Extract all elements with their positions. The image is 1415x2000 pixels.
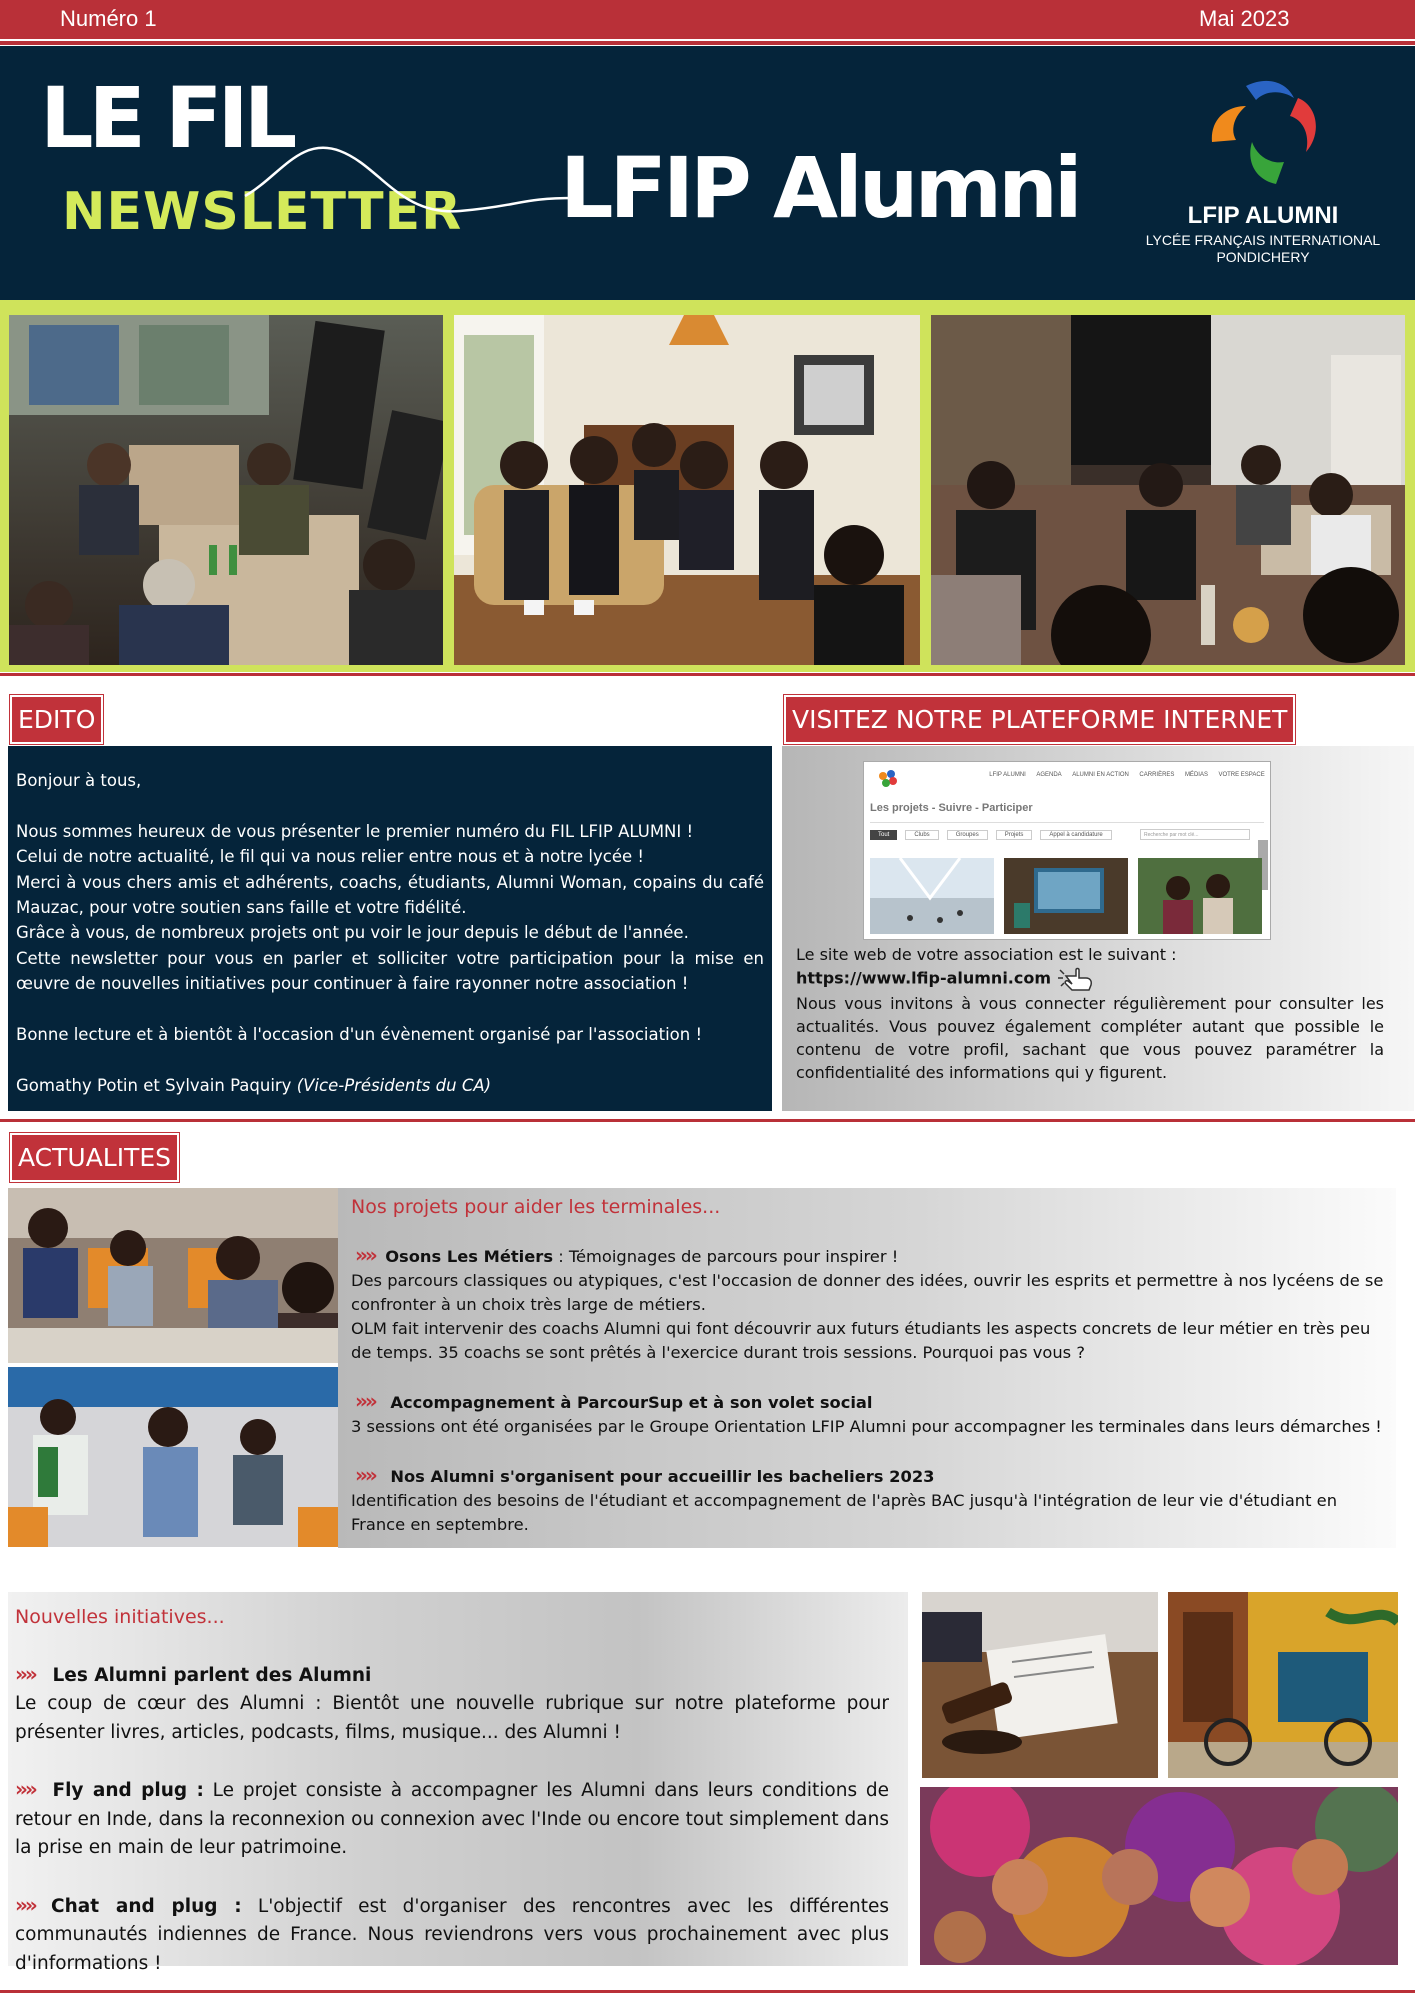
students-classroom-photo <box>8 1188 340 1363</box>
item-title: Les Alumni parlent des Alumni <box>52 1664 372 1686</box>
item-text: Le projet consiste à accompagner les Alumni dans leurs conditions de retour en Inde, dans la reconnexion ou connexion avec l'Inde ou encore tout simplement dans la prise en main de leur patrimoine. <box>15 1780 890 1859</box>
item-text: 3 sessions ont été organisées par le Groupe Orientation LFIP Alumni pour accompagner les terminales dans leurs démarches ! <box>351 1417 1382 1436</box>
filter-button[interactable]: Projets <box>996 830 1033 840</box>
edito-paragraph: Celui de notre actualité, le fil qui va nous relier entre nous et à notre lycée ! <box>16 847 644 867</box>
website-screenshot[interactable] <box>863 761 1271 940</box>
students-meeting-photo <box>8 1367 340 1547</box>
item-title: Chat and plug : <box>51 1896 242 1918</box>
logo-subtitle <box>1128 232 1398 266</box>
divider <box>0 673 1415 676</box>
filter-button[interactable]: Appel à candidature <box>1040 830 1111 840</box>
chevrons-icon: »» <box>15 1661 35 1686</box>
logo-sub-line: LYCÉE FRANÇAIS INTERNATIONAL <box>1145 232 1381 248</box>
restaurant-gathering-photo <box>931 315 1405 665</box>
website-link[interactable]: https://www.lfip-alumni.com <box>796 968 1052 988</box>
thread-line-icon <box>240 116 580 226</box>
item-text: Le coup de cœur des Alumni : Bientôt une nouvelle rubrique sur notre plateforme pour présenter livres, articles, podcasts, films, musique... des Alumni ! <box>15 1693 889 1743</box>
edito-tag: EDITO <box>10 695 103 744</box>
divider <box>0 1990 1415 1993</box>
item-text: L'objectif est d'organiser des rencontres avec les différentes communautés indiennes de France. Nous reviendrons vers vous prochainement avec plus d'informations ! <box>15 1896 889 1974</box>
divider <box>0 41 1415 45</box>
edito-greeting: Bonjour à tous, <box>16 771 142 790</box>
site-heading: Les projets - Suivre - Participer <box>870 802 1033 814</box>
masthead <box>0 46 1415 300</box>
lfip-logo-icon <box>874 768 902 790</box>
divider <box>0 1119 1415 1122</box>
chevrons-icon: »» <box>355 1463 375 1487</box>
edito-paragraph: Nous sommes heureux de vous présenter le premier numéro du FIL LFIP ALUMNI ! <box>16 821 694 841</box>
logo-sub-line: PONDICHERY <box>1216 249 1310 265</box>
chevrons-icon: »» <box>355 1243 375 1267</box>
edito-closing: Bonne lecture et à bientôt à l'occasion d'un évènement organisé par l'association ! <box>16 1025 703 1045</box>
edito-paragraph: Merci à vous chers amis et adhérents, coachs, étudiants, Alumni Woman, copains du café Mauzac, pour votre soutien sans faille et votre fidélité. <box>16 872 764 918</box>
plateforme-tag: VISITEZ NOTRE PLATEFORME INTERNET <box>784 695 1295 744</box>
cafe-gathering-photo <box>9 315 443 665</box>
plateforme-intro: Le site web de votre association est le suivant : <box>796 945 1177 964</box>
filter-button[interactable]: Groupes <box>947 830 988 840</box>
actualites-text <box>351 1195 1385 1537</box>
item-text: OLM fait intervenir des coachs Alumni qui font découvrir aux futurs étudiants les aspects concrets de leur métier en très peu de temps. 35 coachs se sont prêtés à l'exercice durant trois sessions. Pourquoi pas vous ? <box>351 1319 1371 1362</box>
site-nav-item[interactable]: VOTRE ESPACE <box>1218 772 1265 778</box>
site-nav <box>984 772 1270 778</box>
newsletter-subtitle: NEWSLETTER <box>62 182 463 242</box>
signature-role: (Vice-Présidents du CA) <box>296 1075 492 1095</box>
edito-box <box>8 746 772 1111</box>
association-name: LFIP Alumni <box>560 139 1079 237</box>
living-room-group-photo <box>454 315 920 665</box>
site-nav-item[interactable]: LFIP ALUMNI <box>989 772 1026 778</box>
site-search-input[interactable]: Recherche par mot clé... <box>1140 829 1250 840</box>
nouvelles-text <box>15 1603 889 1978</box>
issue-number: Numéro 1 <box>60 6 157 31</box>
item-title: Nos Alumni s'organisent pour accueillir les bacheliers 2023 <box>390 1467 935 1486</box>
item-subtitle: : Témoignages de parcours pour inspirer ! <box>553 1247 899 1266</box>
filter-button[interactable]: Clubs <box>905 830 938 840</box>
pointer-hand-icon <box>1056 966 1096 992</box>
chevrons-icon: »» <box>355 1389 375 1413</box>
site-nav-item[interactable]: MÉDIAS <box>1184 772 1208 778</box>
issue-date: Mai 2023 <box>1199 6 1290 31</box>
edito-paragraph: Grâce à vous, de nombreux projets ont pu voir le jour depuis le début de l'année. <box>16 923 689 943</box>
item-text: Identification des besoins de l'étudiant et accompagnement de l'après BAC jusqu'à l'intégration de leur vie d'étudiant en France en septembre. <box>351 1491 1338 1534</box>
rickshaw-street-photo <box>1168 1592 1398 1778</box>
chevrons-icon: »» <box>15 1893 35 1918</box>
project-image-3 <box>1138 858 1262 934</box>
newsletter-title: LE FIL <box>40 69 293 167</box>
plateforme-body: Nous vous invitons à vous connecter régulièrement pour consulter les actualités. Vous pouvez également compléter autant que possible le contenu de votre profil, sachant que vous pouvez paramétrer la confidentialité des informations qui y figurent. <box>796 994 1384 1082</box>
project-image-1 <box>870 858 994 934</box>
project-image-2 <box>1004 858 1128 934</box>
edito-paragraph: Cette newsletter pour vous en parler et solliciter votre participation pour la mise en œuvre de nouvelles initiatives pour continuer à faire rayonner notre association ! <box>16 948 764 994</box>
actualites-heading: Nos projets pour aider les terminales... <box>351 1196 721 1218</box>
item-title: Osons Les Métiers <box>385 1247 554 1266</box>
edito-signature <box>16 1073 764 1098</box>
item-title: Accompagnement à ParcourSup et à son volet social <box>390 1393 873 1412</box>
nouvelles-heading: Nouvelles initiatives... <box>15 1606 225 1628</box>
gavel-document-photo <box>922 1592 1158 1778</box>
site-nav-item[interactable]: CARRIÈRES <box>1139 772 1175 778</box>
actualites-tag: ACTUALITES <box>10 1133 179 1182</box>
site-filters <box>870 830 1112 840</box>
signature-names: Gomathy Potin et Sylvain Paquiry <box>16 1075 292 1095</box>
site-nav-item[interactable]: AGENDA <box>1036 772 1062 778</box>
top-bar <box>0 0 1415 39</box>
item-text: Des parcours classiques ou atypiques, c'est l'occasion de donner des idées, ouvrir les esprits et permettre à nos lycéens de se confronter à un choix très large de métiers. <box>351 1271 1384 1314</box>
photo-strip <box>0 300 1415 672</box>
chevrons-icon: »» <box>15 1777 35 1802</box>
divider <box>870 822 1264 823</box>
site-nav-item[interactable]: ALUMNI EN ACTION <box>1072 772 1129 778</box>
item-title: Fly and plug : <box>52 1780 204 1802</box>
logo-name: LFIP ALUMNI <box>1187 202 1339 229</box>
lfip-logo-icon <box>1206 76 1326 188</box>
plateforme-text <box>796 943 1384 1084</box>
holi-festival-photo <box>920 1787 1398 1965</box>
filter-button[interactable]: Tout <box>870 830 897 840</box>
